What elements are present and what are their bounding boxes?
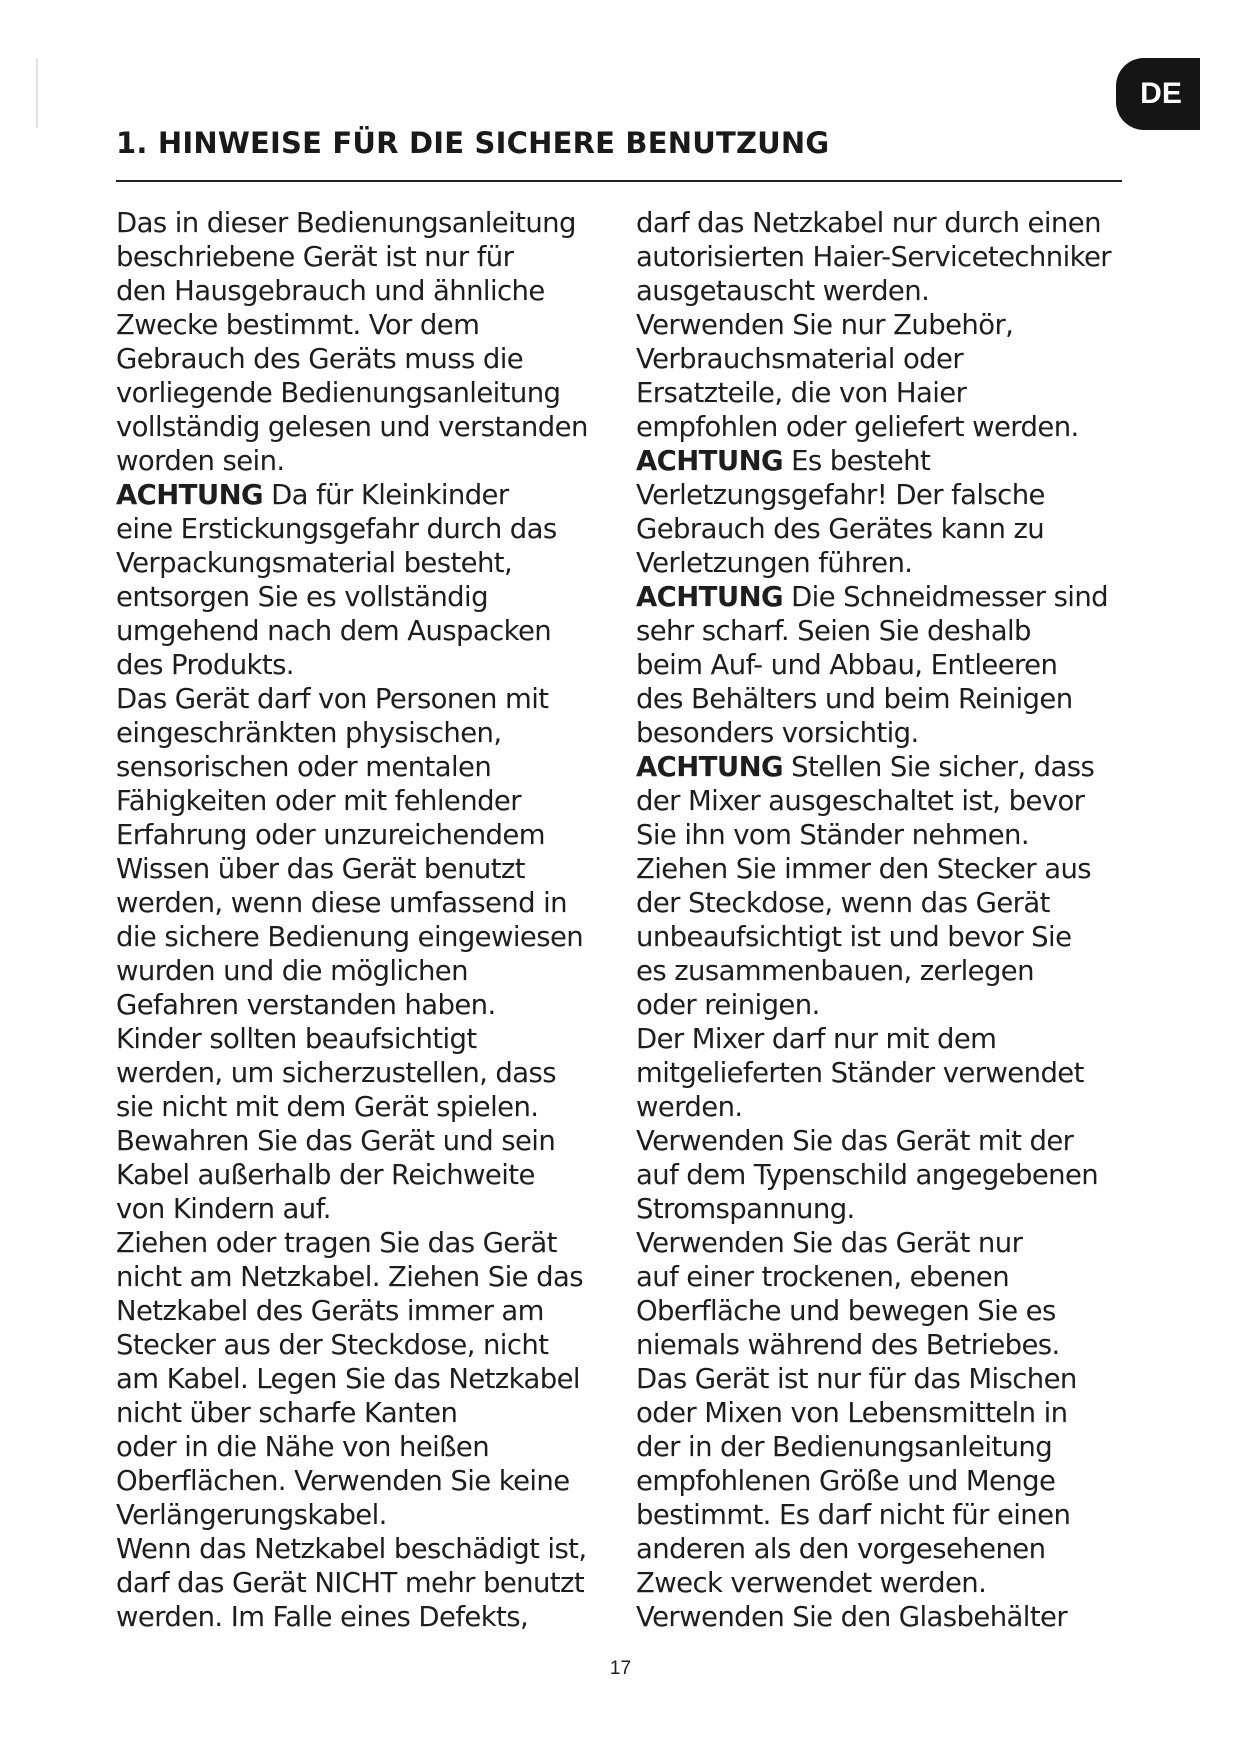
section-heading: 1. HINWEISE FÜR DIE SICHERE BENUTZUNG [116, 126, 830, 160]
line-text: darf das Gerät NICHT mehr benutzt [116, 1567, 585, 1599]
line-text: eingeschränkten physischen, [116, 717, 502, 749]
line-text: werden, wenn diese umfassend in [116, 887, 567, 919]
line-text: empfohlen oder geliefert werden. [636, 411, 1079, 443]
line-text: Wissen über das Gerät benutzt [116, 853, 525, 885]
text-line [636, 512, 1156, 546]
text-line [116, 1158, 636, 1192]
line-text: umgehend nach dem Auspacken [116, 615, 552, 647]
line-text: vollständig gelesen und verstanden [116, 411, 588, 443]
line-text: Ziehen oder tragen Sie das Gerät [116, 1227, 557, 1259]
text-line [636, 1192, 1156, 1226]
text-line [636, 1056, 1156, 1090]
text-line [116, 376, 636, 410]
text-line [636, 1498, 1156, 1532]
line-text: Wenn das Netzkabel beschädigt ist, [116, 1533, 587, 1565]
line-text: des Behälters und beim Reinigen [636, 683, 1073, 715]
text-line [116, 478, 636, 512]
text-line [116, 1328, 636, 1362]
line-text: Netzkabel des Geräts immer am [116, 1295, 544, 1327]
text-line [116, 614, 636, 648]
line-text: Verbrauchsmaterial oder [636, 343, 964, 375]
text-line [636, 444, 1156, 478]
language-tab: DE [1116, 58, 1200, 130]
text-line [636, 1260, 1156, 1294]
text-line [636, 376, 1156, 410]
line-text: besonders vorsichtig. [636, 717, 919, 749]
text-line [116, 988, 636, 1022]
line-text: niemals während des Betriebes. [636, 1329, 1060, 1361]
warning-label: ACHTUNG [636, 751, 783, 783]
line-text: der Steckdose, wenn das Gerät [636, 887, 1050, 919]
line-text: Ziehen Sie immer den Stecker aus [636, 853, 1092, 885]
text-line [636, 886, 1156, 920]
text-line [636, 716, 1156, 750]
text-line [116, 818, 636, 852]
line-text: Gebrauch des Gerätes kann zu [636, 513, 1045, 545]
text-line [116, 852, 636, 886]
line-text: auf dem Typenschild angegebenen [636, 1159, 1099, 1191]
line-text: Stromspannung. [636, 1193, 855, 1225]
line-text: Zweck verwendet werden. [636, 1567, 987, 1599]
text-line [116, 648, 636, 682]
warning-label: ACHTUNG [636, 581, 783, 613]
line-text: Verletzungen führen. [636, 547, 913, 579]
line-text: werden. [636, 1091, 743, 1123]
text-line [116, 1124, 636, 1158]
line-text: darf das Netzkabel nur durch einen [636, 207, 1101, 239]
margin-rule [36, 58, 38, 128]
text-line [636, 818, 1156, 852]
line-text: Oberflächen. Verwenden Sie keine [116, 1465, 570, 1497]
text-line [116, 1362, 636, 1396]
line-text: Die Schneidmesser sind [782, 581, 1109, 613]
line-text: Da für Kleinkinder [262, 479, 509, 511]
text-line [116, 886, 636, 920]
text-line [116, 1260, 636, 1294]
text-line [116, 512, 636, 546]
text-line [116, 1022, 636, 1056]
line-text: von Kindern auf. [116, 1193, 331, 1225]
text-line [636, 648, 1156, 682]
text-line [636, 1226, 1156, 1260]
text-line [116, 308, 636, 342]
text-line [116, 750, 636, 784]
text-line [636, 1430, 1156, 1464]
line-text: auf einer trockenen, ebenen [636, 1261, 1010, 1293]
line-text: Verwenden Sie nur Zubehör, [636, 309, 1014, 341]
text-line [116, 1464, 636, 1498]
text-line [636, 1464, 1156, 1498]
line-text: die sichere Bedienung eingewiesen [116, 921, 584, 953]
line-text: Zwecke bestimmt. Vor dem [116, 309, 480, 341]
text-line [116, 1294, 636, 1328]
line-text: des Produkts. [116, 649, 294, 681]
line-text: Fähigkeiten oder mit fehlender [116, 785, 521, 817]
line-text: werden, um sicherzustellen, dass [116, 1057, 556, 1089]
line-text: Oberfläche und bewegen Sie es [636, 1295, 1056, 1327]
text-line [116, 954, 636, 988]
text-line [636, 682, 1156, 716]
line-text: Sie ihn vom Ständer nehmen. [636, 819, 1030, 851]
line-text: Das Gerät darf von Personen mit [116, 683, 549, 715]
line-text: der Mixer ausgeschaltet ist, bevor [636, 785, 1085, 817]
page-number: 17 [609, 1658, 632, 1679]
line-text: vorliegende Bedienungsanleitung [116, 377, 561, 409]
text-line [116, 682, 636, 716]
line-text: sensorischen oder mentalen [116, 751, 492, 783]
text-line [636, 1294, 1156, 1328]
text-line [636, 750, 1156, 784]
text-line [636, 1328, 1156, 1362]
text-line [116, 410, 636, 444]
text-line [116, 1226, 636, 1260]
text-line [636, 206, 1156, 240]
text-line [636, 274, 1156, 308]
line-text: ausgetauscht werden. [636, 275, 930, 307]
text-line [116, 1396, 636, 1430]
text-line [636, 240, 1156, 274]
line-text: Verletzungsgefahr! Der falsche [636, 479, 1045, 511]
text-line [636, 1362, 1156, 1396]
text-line [636, 1566, 1156, 1600]
line-text: sehr scharf. Seien Sie deshalb [636, 615, 1031, 647]
line-text: Verwenden Sie das Gerät nur [636, 1227, 1023, 1259]
line-text: sie nicht mit dem Gerät spielen. [116, 1091, 539, 1123]
left-text-column [116, 206, 636, 1634]
warning-label: ACHTUNG [636, 445, 783, 477]
text-line [116, 920, 636, 954]
line-text: Der Mixer darf nur mit dem [636, 1023, 997, 1055]
text-line [636, 308, 1156, 342]
line-text: der in der Bedienungsanleitung [636, 1431, 1053, 1463]
text-line [636, 1124, 1156, 1158]
line-text: Kabel außerhalb der Reichweite [116, 1159, 535, 1191]
line-text: Gebrauch des Geräts muss die [116, 343, 524, 375]
text-line [116, 784, 636, 818]
text-line [636, 410, 1156, 444]
line-text: es zusammenbauen, zerlegen [636, 955, 1034, 987]
text-line [636, 784, 1156, 818]
text-line [116, 1090, 636, 1124]
text-line [116, 206, 636, 240]
line-text: beim Auf- und Abbau, Entleeren [636, 649, 1058, 681]
text-line [116, 274, 636, 308]
line-text: Verwenden Sie den Glasbehälter [636, 1601, 1068, 1633]
line-text: Gefahren verstanden haben. [116, 989, 496, 1021]
text-line [636, 1090, 1156, 1124]
line-text: Das in dieser Bedienungsanleitung [116, 207, 576, 239]
line-text: entsorgen Sie es vollständig [116, 581, 488, 613]
text-line [636, 614, 1156, 648]
line-text: Verpackungsmaterial besteht, [116, 547, 513, 579]
line-text: oder reinigen. [636, 989, 820, 1021]
text-line [636, 342, 1156, 376]
line-text: beschriebene Gerät ist nur für [116, 241, 514, 273]
text-line [116, 1498, 636, 1532]
line-text: oder in die Nähe von heißen [116, 1431, 490, 1463]
text-line [116, 716, 636, 750]
line-text: den Hausgebrauch und ähnliche [116, 275, 545, 307]
line-text: bestimmt. Es darf nicht für einen [636, 1499, 1071, 1531]
text-line [116, 1532, 636, 1566]
text-line [116, 1192, 636, 1226]
text-line [116, 1430, 636, 1464]
line-text: anderen als den vorgesehenen [636, 1533, 1046, 1565]
line-text: oder Mixen von Lebensmitteln in [636, 1397, 1068, 1429]
line-text: eine Erstickungsgefahr durch das [116, 513, 557, 545]
text-line [636, 954, 1156, 988]
text-line [636, 1022, 1156, 1056]
text-line [636, 1600, 1156, 1634]
line-text: am Kabel. Legen Sie das Netzkabel [116, 1363, 580, 1395]
right-text-column [636, 206, 1156, 1634]
line-text: unbeaufsichtigt ist und bevor Sie [636, 921, 1072, 953]
line-text: nicht am Netzkabel. Ziehen Sie das [116, 1261, 583, 1293]
line-text: empfohlenen Größe und Menge [636, 1465, 1056, 1497]
line-text: Verwenden Sie das Gerät mit der [636, 1125, 1074, 1157]
line-text: werden. Im Falle eines Defekts, [116, 1601, 529, 1633]
text-line [636, 1396, 1156, 1430]
text-line [116, 342, 636, 376]
line-text: Ersatzteile, die von Haier [636, 377, 967, 409]
line-text: autorisierten Haier-Servicetechniker [636, 241, 1111, 273]
line-text: Das Gerät ist nur für das Mischen [636, 1363, 1077, 1395]
line-text: Es besteht [782, 445, 931, 477]
line-text: worden sein. [116, 445, 285, 477]
line-text: Stecker aus der Steckdose, nicht [116, 1329, 549, 1361]
text-line [636, 988, 1156, 1022]
text-line [636, 580, 1156, 614]
text-line [636, 1158, 1156, 1192]
text-line [636, 1532, 1156, 1566]
line-text: nicht über scharfe Kanten [116, 1397, 458, 1429]
line-text: wurden und die möglichen [116, 955, 468, 987]
text-line [116, 1056, 636, 1090]
text-line [116, 1600, 636, 1634]
text-line [116, 580, 636, 614]
line-text: Verlängerungskabel. [116, 1499, 387, 1531]
line-text: Kinder sollten beaufsichtigt [116, 1023, 477, 1055]
line-text: Bewahren Sie das Gerät und sein [116, 1125, 556, 1157]
line-text: Erfahrung oder unzureichendem [116, 819, 545, 851]
text-line [116, 1566, 636, 1600]
text-line [116, 444, 636, 478]
text-line [636, 478, 1156, 512]
text-line [636, 546, 1156, 580]
line-text: Stellen Sie sicher, dass [782, 751, 1095, 783]
heading-divider [116, 180, 1122, 182]
text-line [116, 240, 636, 274]
text-line [116, 546, 636, 580]
warning-label: ACHTUNG [116, 479, 263, 511]
text-line [636, 852, 1156, 886]
text-line [636, 920, 1156, 954]
line-text: mitgelieferten Ständer verwendet [636, 1057, 1084, 1089]
